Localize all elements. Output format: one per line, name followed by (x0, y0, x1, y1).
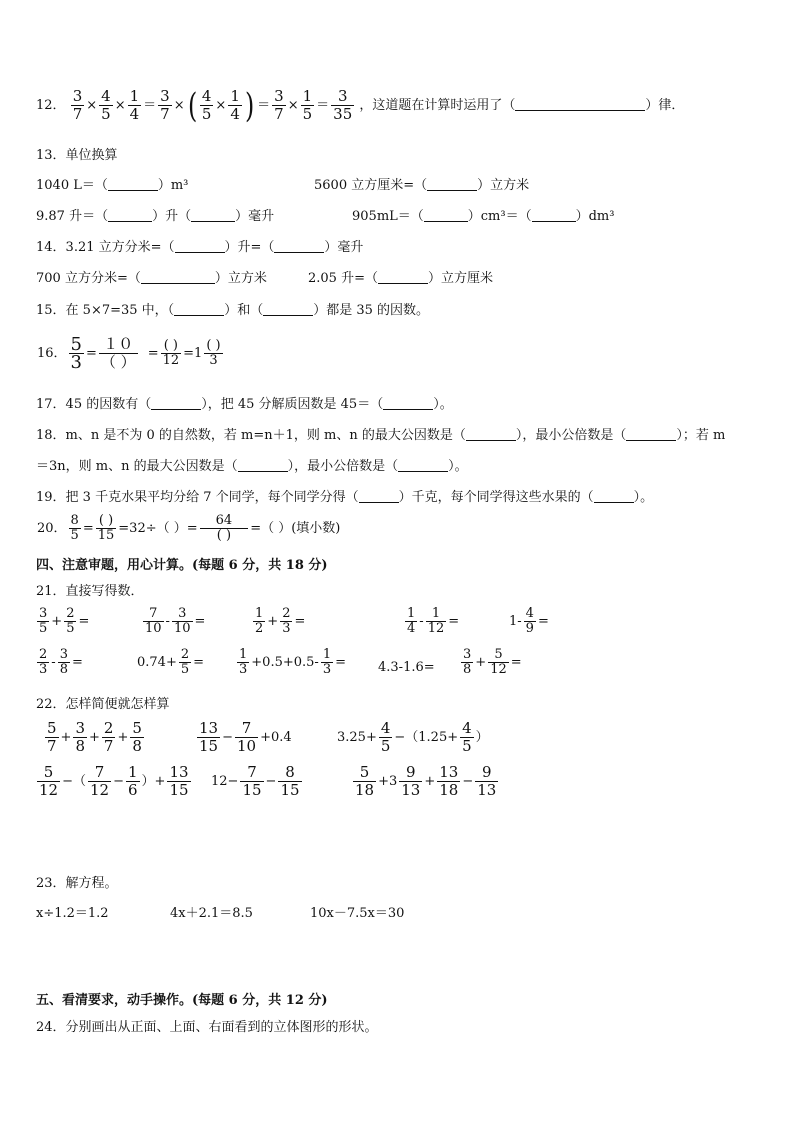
question-13-row2-right: 905mL＝（ ）cm³＝（ ）dm³ (352, 209, 615, 224)
answer-blank[interactable] (398, 459, 448, 472)
question-23-title: 23．解方程。 (36, 876, 118, 891)
q21-expr-1: $\frac{3}{5}$ + $\frac{2}{5}$ = (39, 606, 90, 636)
answer-blank[interactable] (466, 428, 516, 441)
fraction: $\frac{3}{7}$ (274, 87, 284, 123)
question-13-title: 13．单位换算 (36, 148, 118, 163)
section-4-heading: 四、注意审题，用心计算。(每题 6 分，共 18 分) (36, 558, 328, 573)
q21-expr-5: 1- $\frac{4}{9}$ = (509, 606, 549, 636)
question-12: 12． $\frac{3}{7}$ × $\frac{4}{5}$ × $\frac{1}{4}$ ＝ $\frac{3}{7}$ ×( $\frac{4}{5}$ × $\frac{1}{4}$ ) ＝ $\frac{3}{7}$ × $\frac{1}{5}$ ＝ $\frac{3}{35}$ ，这道题在计算时运用了（ ）律． (36, 85, 685, 126)
question-20: 20． $\frac{8}{5}$ = ( ) 15 =32÷（ ）= 64 ( ) =（ ）(填小数) (37, 513, 341, 543)
fraction: $\frac{3}{7}$ (72, 87, 83, 123)
answer-blank[interactable] (238, 459, 288, 472)
q21-expr-4: $\frac{1}{4}$ - $\frac{1}{12}$ = (407, 606, 460, 636)
answer-blank[interactable] (594, 490, 634, 503)
fraction: １０ （ ） (100, 335, 136, 371)
question-14-row1: 14．3.21 立方分米=（ ）升=（ ）毫升 (36, 240, 364, 255)
fraction: $\frac{3}{35}$ (333, 87, 353, 123)
fraction: ( ) 15 (97, 513, 115, 543)
q22-expr-1: $\frac{5}{7}$ + $\frac{3}{8}$ + $\frac{2}{7}$ + $\frac{5}{8}$ (47, 719, 142, 755)
q22-expr-3: 3.25+ $\frac{4}{5}$ −（1.25+ $\frac{4}{5}$ ） (337, 719, 489, 755)
q21-expr-10: $\frac{3}{8}$ + $\frac{5}{12}$ = (463, 647, 522, 677)
question-13-row1-left: 1040 L＝（ ）m³ (36, 178, 189, 193)
question-21-title: 21．直接写得数． (36, 584, 144, 599)
question-22-title: 22．怎样简便就怎样算 (36, 697, 170, 712)
q22-expr-6: $\frac{5}{18}$ +3 $\frac{9}{13}$ + $\frac{13}{18}$ − $\frac{9}{13}$ (355, 763, 497, 799)
q21-expr-8: $\frac{1}{3}$ +0.5+0.5- $\frac{1}{3}$ = (239, 647, 346, 677)
answer-blank[interactable] (515, 98, 645, 111)
fraction: $\frac{5}{3}$ (70, 334, 82, 373)
fraction: $\frac{4}{5}$ (201, 87, 212, 123)
answer-blank[interactable] (151, 397, 201, 410)
fraction: $\frac{4}{5}$ (101, 87, 111, 123)
question-19: 19．把 3 千克水果平均分给 7 个同学，每个同学分得（ ）千克，每个同学得这些水果的（ ）。 (36, 490, 654, 505)
answer-blank[interactable] (383, 397, 433, 410)
question-18-line2: ＝3n，则 m、n 的最大公因数是（ ），最小公倍数是（ ）。 (36, 459, 468, 474)
answer-blank[interactable] (274, 240, 324, 253)
question-13-row1-right: 5600 立方厘米=（ ）立方米 (314, 178, 530, 193)
fraction: ( ) 12 (162, 338, 180, 368)
answer-blank[interactable] (141, 271, 215, 284)
answer-blank[interactable] (174, 303, 224, 316)
q22-expr-5: 12− $\frac{7}{15}$ − $\frac{8}{15}$ (211, 763, 300, 799)
fraction: $\frac{3}{7}$ (160, 87, 170, 123)
q21-expr-9: 4.3-1.6= (378, 660, 435, 675)
answer-blank[interactable] (175, 240, 225, 253)
answer-blank[interactable] (424, 209, 468, 222)
answer-blank[interactable] (532, 209, 576, 222)
q21-expr-3: $\frac{1}{2}$ + $\frac{2}{3}$ = (255, 606, 306, 636)
q22-expr-4: $\frac{5}{12}$ −（ $\frac{7}{12}$ − $\frac{1}{6}$ ）+ $\frac{13}{15}$ (39, 763, 189, 799)
question-15: 15．在 5×7=35 中，（ ）和（ ）都是 35 的因数。 (36, 303, 430, 318)
question-14-row2-right: 2.05 升=（ ）立方厘米 (308, 271, 493, 286)
section-5-heading: 五、看清要求，动手操作。(每题 6 分，共 12 分) (36, 993, 328, 1008)
answer-blank[interactable] (108, 178, 158, 191)
answer-blank[interactable] (263, 303, 313, 316)
question-14-row2-left: 700 立方分米=（ ）立方米 (36, 271, 267, 286)
q23-equation-3: 10x－7.5x＝30 (310, 906, 405, 921)
answer-blank[interactable] (378, 271, 428, 284)
q23-equation-2: 4x＋2.1＝8.5 (170, 906, 253, 921)
answer-blank[interactable] (191, 209, 235, 222)
q21-expr-2: $\frac{7}{10}$ - $\frac{3}{10}$ = (145, 606, 206, 636)
question-13-row2-left: 9.87 升＝（ ）升（ ）毫升 (36, 209, 275, 224)
fraction: $\frac{8}{5}$ (70, 513, 79, 543)
question-number: 12． (36, 98, 66, 113)
question-16: 16． $\frac{5}{3}$ = １０ （ ） = ( ) 12 =1 ( ) 3 (37, 334, 221, 373)
question-17: 17．45 的因数有（ ），把 45 分解质因数是 45＝（ ）。 (36, 397, 453, 412)
fraction: 64 ( ) (200, 514, 249, 543)
fraction: $\frac{1}{4}$ (129, 87, 140, 123)
q23-equation-1: x÷1.2＝1.2 (36, 906, 109, 921)
question-18-line1: 18．m、n 是不为 0 的自然数，若 m=n＋1，则 m、n 的最大公因数是（ ），最小公倍数是（ ）；若 m (36, 428, 726, 443)
q21-expr-6: $\frac{2}{3}$ - $\frac{3}{8}$ = (39, 647, 83, 677)
answer-blank[interactable] (108, 209, 152, 222)
fraction: $\frac{1}{4}$ (230, 87, 240, 123)
q21-expr-7: 0.74+ $\frac{2}{5}$ = (137, 647, 205, 677)
fraction: ( ) 3 (206, 338, 221, 368)
fraction: $\frac{1}{5}$ (302, 87, 313, 123)
q22-expr-2: $\frac{13}{15}$ − $\frac{7}{10}$ +0.4 (199, 719, 292, 755)
answer-blank[interactable] (359, 490, 399, 503)
answer-blank[interactable] (427, 178, 477, 191)
question-24: 24．分别画出从正面、上面、右面看到的立体图形的形状。 (36, 1020, 378, 1035)
answer-blank[interactable] (626, 428, 676, 441)
